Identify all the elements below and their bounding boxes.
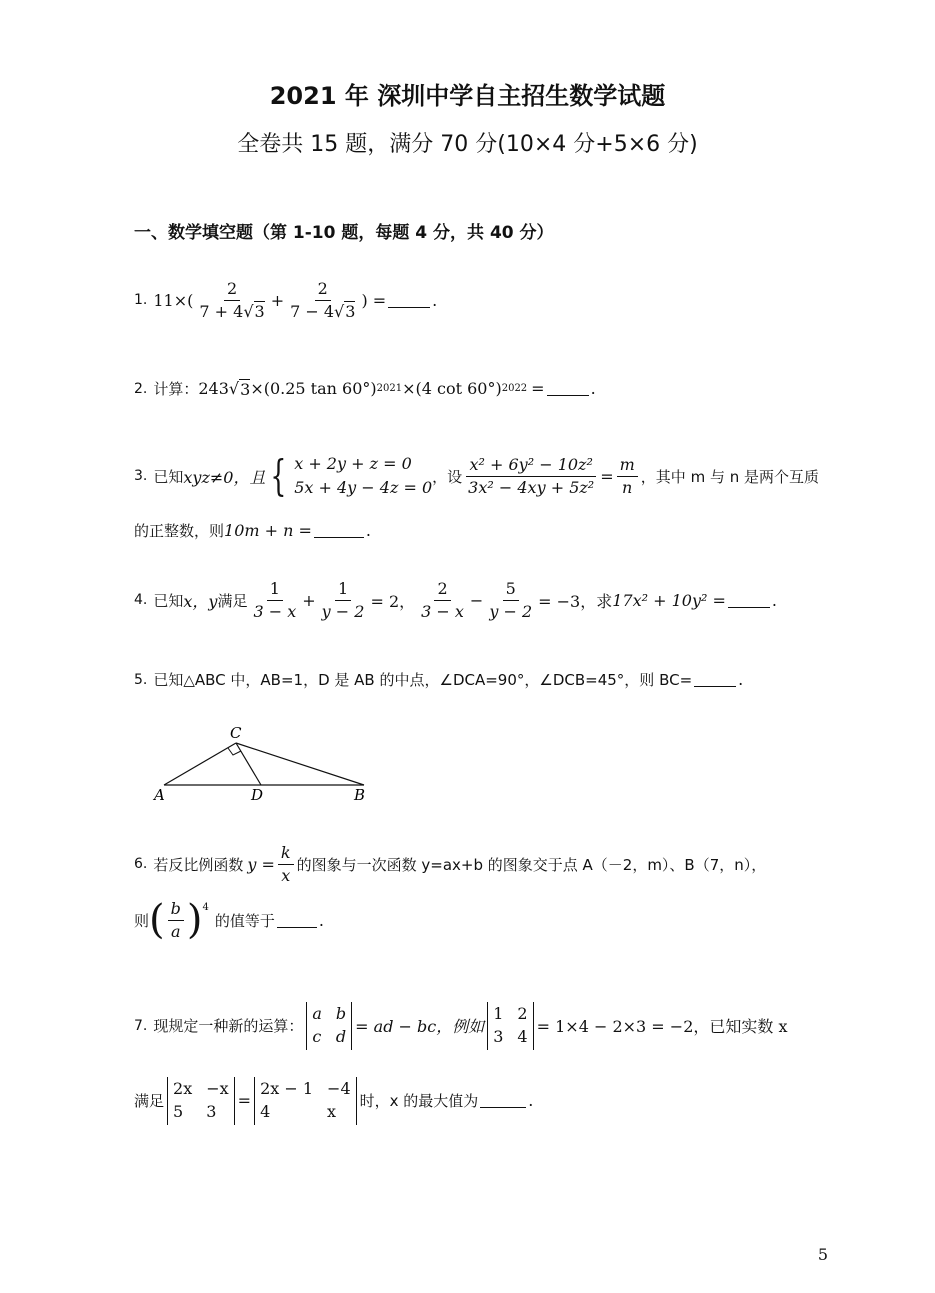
- segment-ac: [164, 743, 236, 785]
- fraction: $\frac{\text{x² + 6y² − 10z²}}{\text{3x² − 4xy + 5z²}}$: [468, 454, 595, 497]
- fraction: $\frac{k}{x}$: [278, 844, 294, 884]
- answer-blank: [480, 1093, 526, 1108]
- question-6: 6. 若反比例函数 y = $\frac{k}{x}$ 的图象与一次函数 y=ax+b 的图象交于点 A（－2，m）、B（7，n），: [134, 843, 767, 885]
- segment-cb: [236, 743, 364, 785]
- question-6-line-2: 则 ( $\frac{b}{a}$ ) $^4$ 的值等于 .: [134, 897, 324, 944]
- determinant: 2x − 1 −4 4 x: [254, 1077, 357, 1125]
- fraction: $\frac{1}{y - 2}$: [321, 579, 365, 621]
- question-1: 1. 11×( $\frac{2}{7 + 4√3}$ + $\frac{2}{7 - 4√3}$ ) = .: [134, 279, 438, 321]
- fraction: $\frac{1}{3 - x}$: [253, 579, 297, 621]
- fraction: $\frac{2}{3 - x}$: [421, 579, 464, 621]
- question-4: 4. 已知 x，y 满足 $\frac{1}{3 - x}$ + $\frac{1}{y - 2}$ = 2， $\frac{2}{3 - x}$ − $\frac{5}{y - 2}$ = −3，求 17x² + 10y² = .: [134, 579, 777, 621]
- answer-blank: [694, 672, 736, 687]
- equation-system: { x + 2y + z = 0 5x + 4y − 4z = 0: [270, 451, 433, 500]
- question-number: 5.: [134, 671, 148, 688]
- fraction: $\frac{b}{a}$: [168, 900, 184, 940]
- label-a: A: [154, 786, 165, 804]
- fraction: $\frac{2}{7 - 4√3}$: [290, 279, 356, 321]
- question-3: 3. 已知 xyz≠0，且 { x + 2y + z = 0 5x + 4y − 4z = 0 ，设 $\frac{\text{x² + 6y² − 10z²}}{\text{3x² − 4xy + 5z²}}$ = $\frac{m}{n}$ ，其中 m 与 n 是两个互质: [134, 451, 819, 500]
- fraction: $\frac{5}{y - 2}$: [489, 579, 533, 621]
- answer-blank: [277, 913, 317, 928]
- question-7-line-2: 满足 2x −x 5 3 = 2x − 1 −4 4 x 时，x 的最大值为 .: [134, 1077, 533, 1125]
- section-heading: 一、数学填空题（第 1-10 题，每题 4 分，共 40 分）: [134, 223, 554, 243]
- exam-title: 2021 年 深圳中学自主招生数学试题: [269, 82, 666, 110]
- question-number: 4.: [134, 592, 148, 609]
- question-number: 1.: [134, 292, 148, 309]
- triangle-figure: [150, 722, 380, 808]
- label-c: C: [230, 724, 242, 742]
- exam-subtitle: 全卷共 15 题，满分 70 分(10×4 分+5×6 分): [237, 132, 698, 157]
- answer-blank: [314, 523, 364, 538]
- question-number: 3.: [134, 468, 148, 484]
- question-number: 2.: [134, 380, 148, 397]
- fraction: $\frac{m}{n}$: [617, 456, 638, 496]
- question-2: 2. 计算： 243 √ 3 ×(0.25 tan 60°) 2021 ×(4 cot 60°) 2022 = .: [134, 379, 596, 399]
- question-number: 6.: [134, 856, 148, 873]
- answer-blank: [388, 293, 430, 308]
- question-5: 5. 已知△ABC 中，AB=1，D 是 AB 的中点，∠DCA=90°，∠DCB=45°，则 BC= .: [134, 670, 744, 689]
- question-3-line-2: 的正整数，则 10m + n = .: [134, 521, 372, 540]
- label-d: D: [251, 786, 264, 804]
- label-b: B: [354, 786, 366, 804]
- determinant: 1 2 3 4: [487, 1002, 533, 1050]
- answer-blank: [547, 381, 589, 396]
- answer-blank: [728, 593, 770, 608]
- question-7: 7. 现规定一种新的运算： a b c d = ad − bc，例如 1 2 3 4 = 1×4 − 2×3 = −2，已知实数 x: [134, 1002, 788, 1050]
- determinant: 2x −x 5 3: [167, 1077, 235, 1125]
- segment-cd: [236, 743, 261, 785]
- page-number: 5: [817, 1245, 828, 1264]
- determinant: a b c d: [306, 1002, 352, 1050]
- fraction: $\frac{2}{7 + 4√3}$: [199, 279, 265, 321]
- question-number: 7.: [134, 1017, 148, 1034]
